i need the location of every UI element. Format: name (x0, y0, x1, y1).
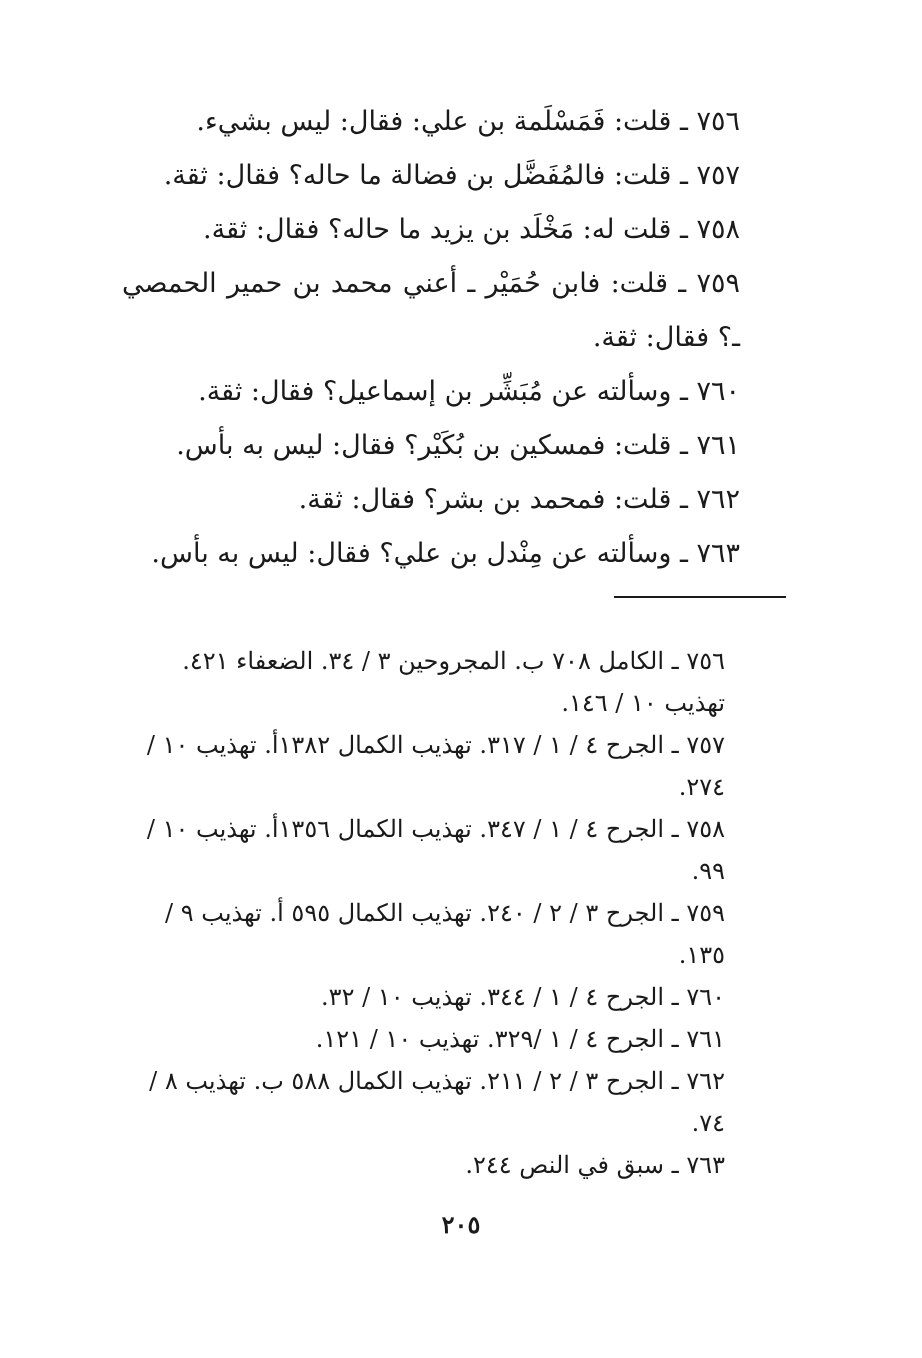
entry-757: ٧٥٧ ـ قلت: فالمُفَضَّل بن فضالة ما حاله؟ فقال: ثقة. (163, 160, 740, 191)
entry-756: ٧٥٦ ـ قلت: فَمَسْلَمة بن علي: فقال: ليس بشيء. (196, 106, 740, 137)
footnote-757: ٧٥٧ ـ الجرح ٤ / ١ / ٣١٧. تهذيب الكمال ١٣٨٢أ. تهذيب ١٠ / ٢٧٤. (146, 731, 725, 801)
entry-763: ٧٦٣ ـ وسألته عن مِنْدل بن علي؟ فقال: ليس به بأس. (151, 538, 740, 569)
entry-760: ٧٦٠ ـ وسألته عن مُبَشِّر بن إسماعيل؟ فقال: ثقة. (198, 376, 740, 407)
footnote-761: ٧٦١ ـ الجرح ٤ / ١ /٣٢٩. تهذيب ١٠ / ١٢١. (315, 1025, 725, 1053)
footnote-758: ٧٥٨ ـ الجرح ٤ / ١ / ٣٤٧. تهذيب الكمال ١٣٥٦أ. تهذيب ١٠ / ٩٩. (146, 815, 725, 885)
footnote-763: ٧٦٣ ـ سبق في النص ٢٤٤. (465, 1151, 725, 1179)
footnote-divider (614, 596, 786, 598)
footnote-759: ٧٥٩ ـ الجرح ٣ / ٢ / ٢٤٠. تهذيب الكمال ٥٩٥ أ. تهذيب ٩ / ١٣٥. (165, 899, 725, 969)
page-number: ٢٠٥ (441, 1210, 481, 1239)
footnote-760: ٧٦٠ ـ الجرح ٤ / ١ / ٣٤٤. تهذيب ١٠ / ٣٢. (321, 983, 725, 1011)
footnotes-block (122, 640, 787, 1186)
main-text-block (122, 95, 802, 581)
entry-758: ٧٥٨ ـ قلت له: مَخْلَد بن يزيد ما حاله؟ فقال: ثقة. (203, 214, 740, 245)
entry-761: ٧٦١ ـ قلت: فمسكين بن بُكَيْر؟ فقال: ليس به بأس. (176, 430, 740, 461)
footnote-756: ٧٥٦ ـ الكامل ٧٠٨ ب. المجروحين ٣ / ٣٤. الضعفاء ٤٢١. تهذيب ١٠ / ١٤٦. (182, 647, 725, 717)
entry-762: ٧٦٢ ـ قلت: فمحمد بن بشر؟ فقال: ثقة. (298, 484, 740, 515)
footnote-762: ٧٦٢ ـ الجرح ٣ / ٢ / ٢١١. تهذيب الكمال ٥٨٨ ب. تهذيب ٨ / ٧٤. (149, 1067, 725, 1137)
entry-759: ٧٥٩ ـ قلت: فابن حُمَيْر ـ أعني محمد بن حمير الحمصي ـ؟ فقال: ثقة. (122, 268, 740, 353)
